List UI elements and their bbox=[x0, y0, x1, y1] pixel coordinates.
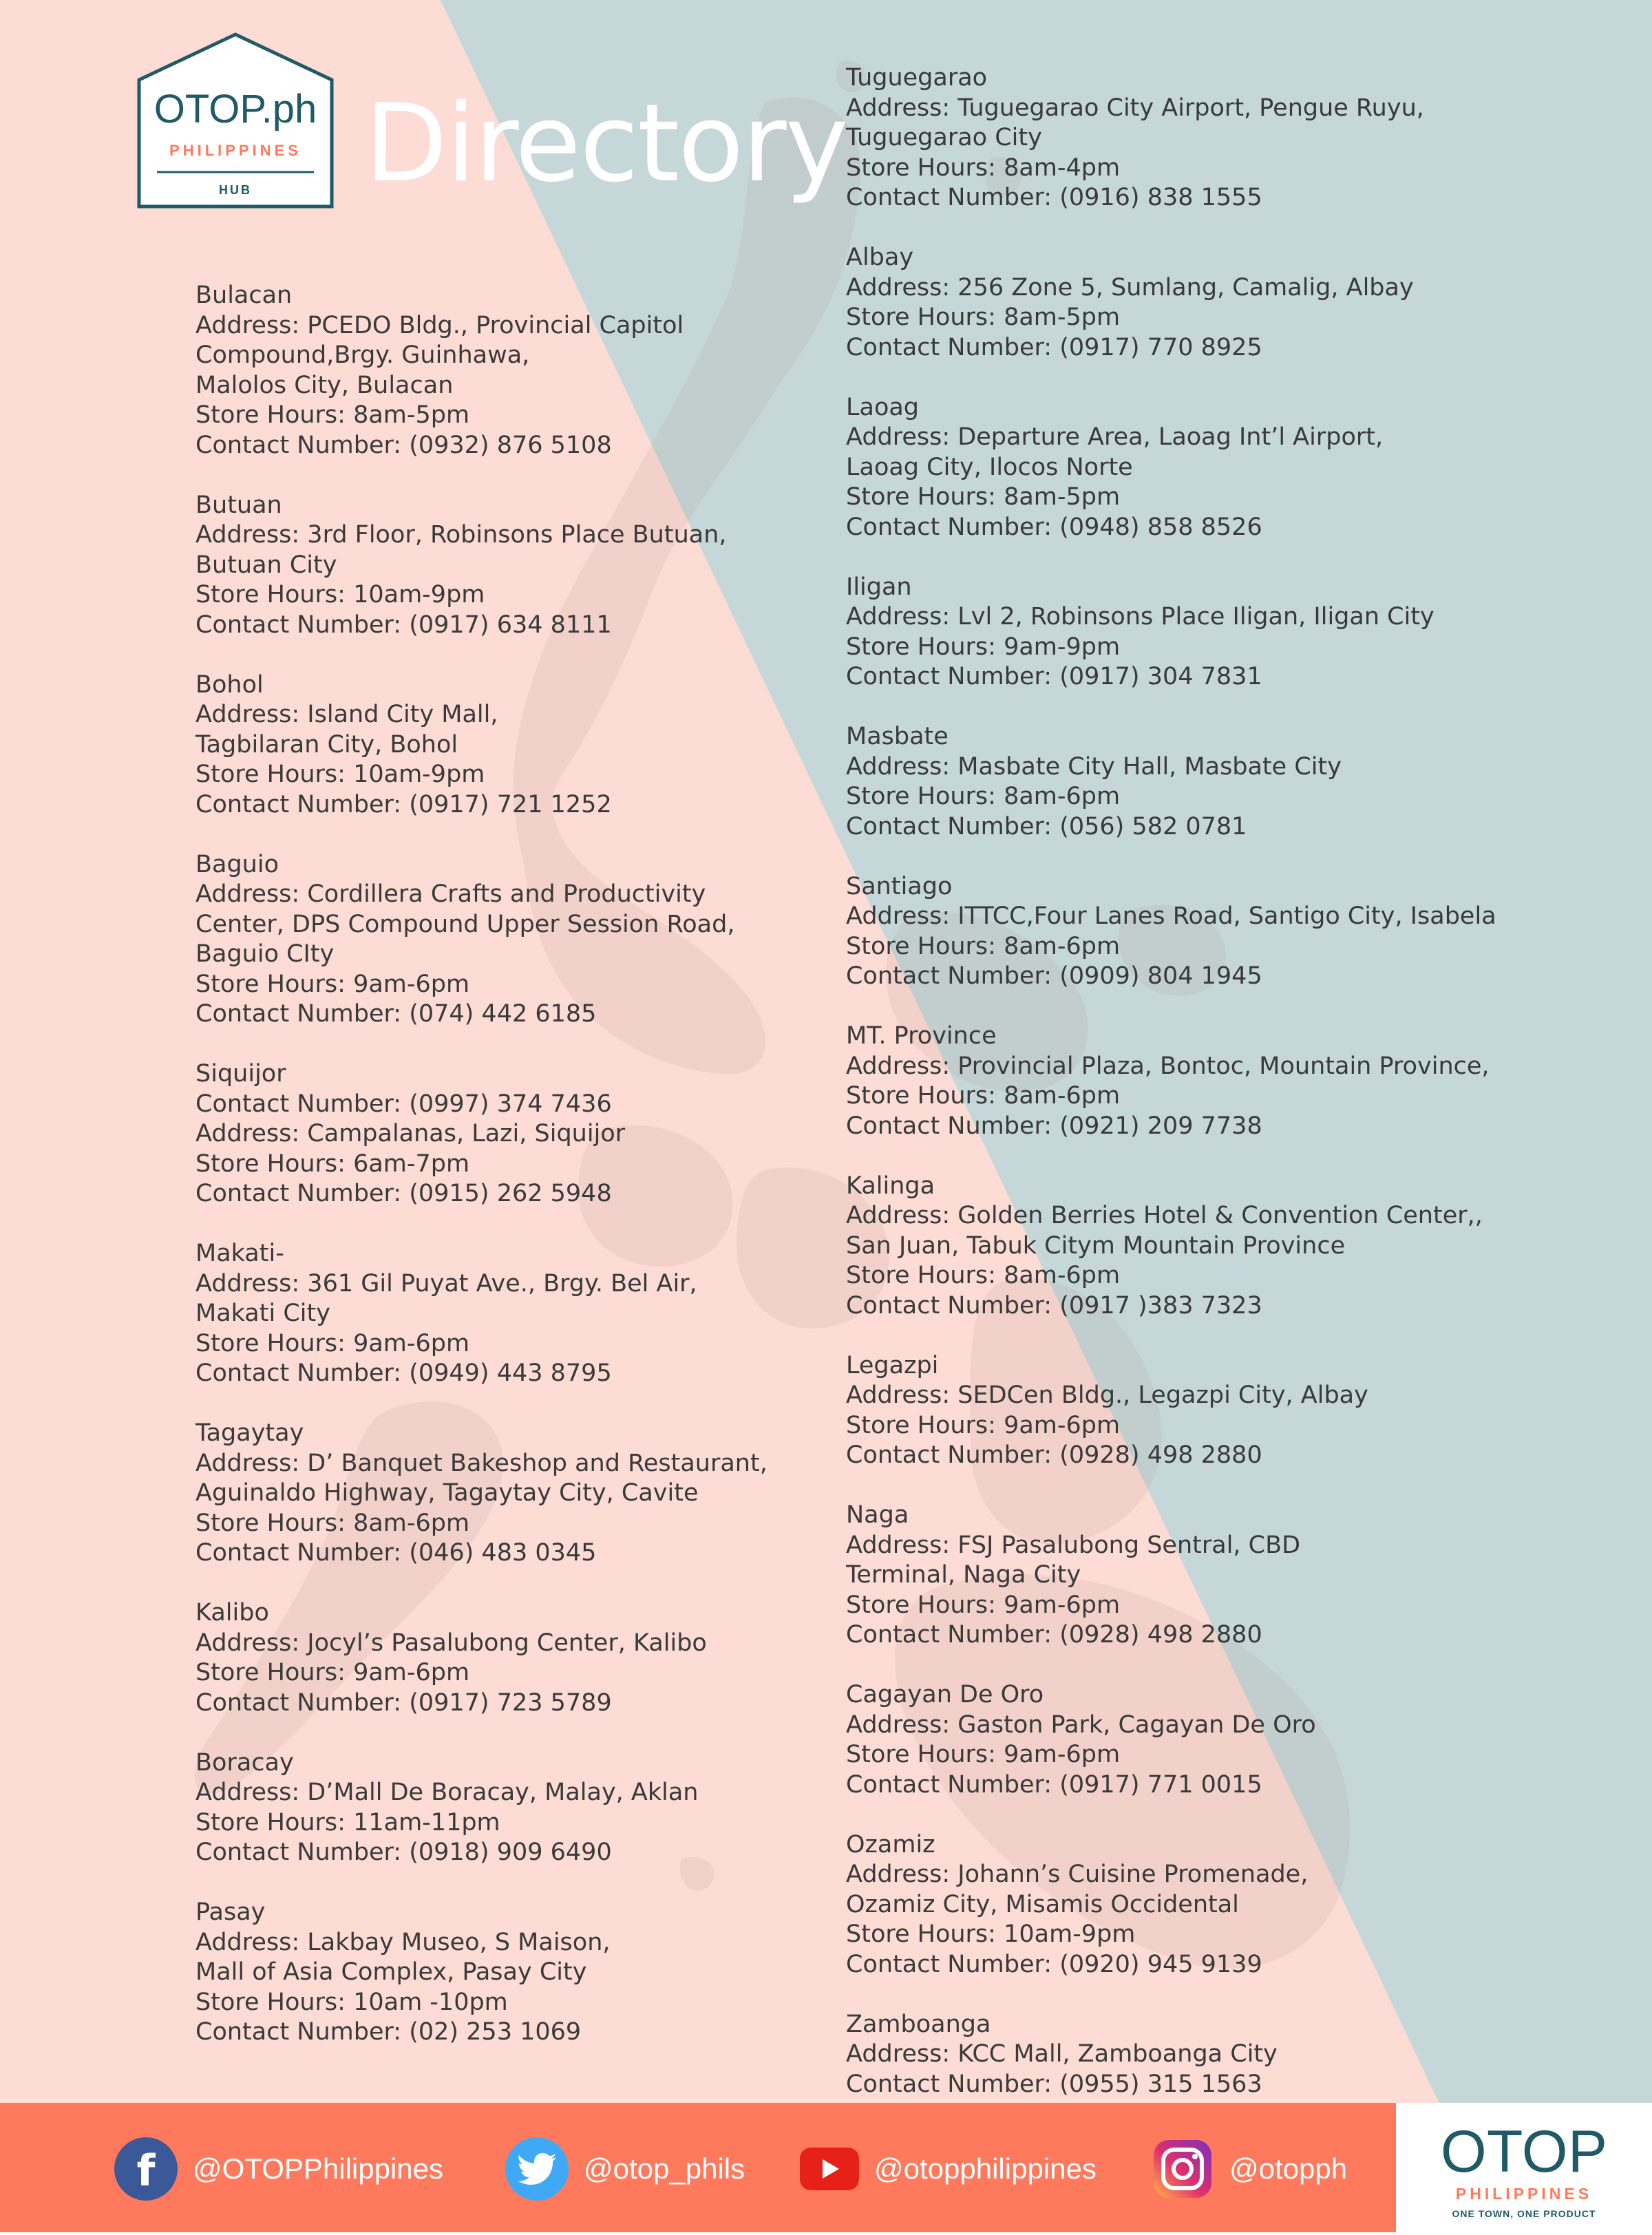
location-name: Bulacan bbox=[195, 282, 293, 309]
directory-entry bbox=[195, 1898, 787, 2048]
directory-entry bbox=[195, 1059, 787, 1209]
directory-entry bbox=[195, 1748, 787, 1868]
entry-detail: Address: Island City Mall, bbox=[195, 701, 498, 728]
youtube-handle: @otopphilippines bbox=[874, 2152, 1097, 2185]
entry-detail: Contact Number: (0916) 838 1555 bbox=[846, 184, 1262, 211]
location-name: Baguio bbox=[195, 850, 279, 878]
entry-detail: Store Hours: 8am-6pm bbox=[846, 1262, 1121, 1289]
entry-detail: Contact Number: (0955) 315 1563 bbox=[846, 2070, 1262, 2098]
instagram-handle: @otopph bbox=[1229, 2152, 1348, 2185]
location-name: Tagaytay bbox=[195, 1419, 304, 1447]
directory-right-column bbox=[846, 63, 1624, 2130]
entry-detail: Contact Number: (0918) 909 6490 bbox=[195, 1839, 612, 1866]
brand-philippines: PHILIPPINES bbox=[1455, 2185, 1593, 2203]
directory-entry bbox=[846, 1680, 1624, 1800]
location-name: Siquijor bbox=[195, 1060, 286, 1088]
instagram-link[interactable] bbox=[1151, 2138, 1347, 2200]
location-name: Legazpi bbox=[846, 1351, 939, 1379]
entry-detail: Store Hours: 9am-9pm bbox=[846, 633, 1121, 661]
directory-entry bbox=[846, 2010, 1624, 2100]
twitter-icon bbox=[505, 2137, 569, 2201]
entry-detail: Address: Lakbay Museo, S Maison, bbox=[195, 1928, 611, 1956]
otop-brand-logo bbox=[1396, 2103, 1652, 2232]
entry-detail: Address: FSJ Pasalubong Sentral, CBD bbox=[846, 1531, 1301, 1559]
location-name: Santiago bbox=[846, 872, 953, 900]
entry-detail: Address: Golden Berries Hotel & Convention Center,, bbox=[846, 1202, 1483, 1229]
entry-detail: Store Hours: 8am-6pm bbox=[846, 932, 1121, 960]
location-name: Kalibo bbox=[195, 1599, 269, 1627]
directory-entry bbox=[195, 850, 787, 1030]
entry-detail: Store Hours: 10am-9pm bbox=[846, 1920, 1136, 1948]
entry-detail: Contact Number: (0917) 770 8925 bbox=[846, 333, 1262, 361]
youtube-icon bbox=[800, 2137, 859, 2201]
location-name: Bohol bbox=[195, 670, 264, 699]
entry-detail: Store Hours: 6am-7pm bbox=[195, 1150, 470, 1178]
entry-detail: Tagbilaran City, Bohol bbox=[195, 730, 458, 759]
entry-detail: Contact Number: (0909) 804 1945 bbox=[846, 962, 1262, 990]
location-name: Boracay bbox=[195, 1748, 294, 1777]
location-name: Zamboanga bbox=[846, 2010, 991, 2038]
brand-wordmark: OTOP bbox=[1440, 2119, 1608, 2185]
entry-detail: Store Hours: 9am-6pm bbox=[195, 1329, 470, 1357]
entry-detail: Address: Jocyl’s Pasalubong Center, Kalibo bbox=[195, 1629, 707, 1657]
entry-detail: Contact Number: (046) 483 0345 bbox=[195, 1539, 597, 1567]
facebook-handle: @OTOPPhilippines bbox=[193, 2152, 444, 2185]
entry-detail: Store Hours: 8am-5pm bbox=[195, 401, 470, 429]
directory-entry bbox=[846, 1351, 1624, 1471]
entry-detail: Contact Number: (0917) 723 5789 bbox=[195, 1688, 612, 1717]
directory-left-column bbox=[195, 281, 787, 2077]
entry-detail: Address: Johann’s Cuisine Promenade, bbox=[846, 1861, 1309, 1888]
entry-detail: Makati City bbox=[195, 1300, 330, 1327]
youtube-link[interactable] bbox=[800, 2138, 1097, 2200]
entry-detail: Address: Gaston Park, Cagayan De Oro bbox=[846, 1710, 1316, 1739]
entry-detail: Contact Number: (0948) 858 8526 bbox=[846, 513, 1262, 541]
directory-entry bbox=[195, 491, 787, 641]
entry-detail: Contact Number: (0917) 721 1252 bbox=[195, 790, 612, 818]
entry-detail: Address: Tuguegarao City Airport, Pengue Ruyu, bbox=[846, 94, 1424, 122]
entry-detail: Baguio CIty bbox=[195, 940, 335, 968]
logo-wordmark: OTOP.ph bbox=[153, 87, 317, 131]
entry-detail: Mall of Asia Complex, Pasay City bbox=[195, 1958, 587, 1986]
entry-detail: Laoag City, Ilocos Norte bbox=[846, 453, 1133, 481]
directory-entry bbox=[846, 1830, 1624, 1980]
logo-hub: HUB bbox=[219, 183, 252, 197]
entry-detail: Store Hours: 8am-6pm bbox=[846, 1082, 1121, 1110]
entry-detail: Store Hours: 10am-9pm bbox=[195, 761, 485, 788]
entry-detail: Store Hours: 10am-9pm bbox=[195, 581, 485, 608]
twitter-handle: @otop_phils bbox=[584, 2152, 745, 2185]
entry-detail: Store Hours: 9am-6pm bbox=[846, 1591, 1121, 1619]
entry-detail: Contact Number: (0917) 304 7831 bbox=[846, 663, 1262, 690]
entry-detail: Address: KCC Mall, Zamboanga City bbox=[846, 2040, 1278, 2068]
entry-detail: Store Hours: 8am-6pm bbox=[846, 783, 1121, 810]
facebook-link[interactable] bbox=[114, 2138, 443, 2200]
entry-detail: Aguinaldo Highway, Tagaytay City, Cavite bbox=[195, 1479, 699, 1507]
entry-detail: Contact Number: (02) 253 1069 bbox=[195, 2018, 582, 2046]
entry-detail: Store Hours: 8am-6pm bbox=[195, 1509, 470, 1537]
entry-detail: Contact Number: (0917) 771 0015 bbox=[846, 1770, 1262, 1799]
entry-detail: Store Hours: 9am-6pm bbox=[846, 1741, 1121, 1768]
entry-detail: Contact Number: (0997) 374 7436 bbox=[195, 1090, 612, 1118]
entry-detail: Contact Number: (0932) 876 5108 bbox=[195, 431, 612, 459]
location-name: Tuguegarao bbox=[846, 64, 988, 92]
location-name: Ozamiz bbox=[846, 1830, 935, 1858]
entry-detail: Contact Number: (0917) 634 8111 bbox=[195, 611, 612, 639]
entry-detail: Contact Number: (0921) 209 7738 bbox=[846, 1112, 1262, 1140]
entry-detail: Contact Number: (074) 442 6185 bbox=[195, 1000, 597, 1028]
directory-entry bbox=[846, 1501, 1624, 1651]
instagram-icon bbox=[1151, 2137, 1214, 2201]
entry-detail: Address: Campalanas, Lazi, Siquijor bbox=[195, 1120, 626, 1147]
entry-detail: Store Hours: 8am-4pm bbox=[846, 153, 1121, 182]
entry-detail: Malolos City, Bulacan bbox=[195, 371, 454, 399]
directory-entry bbox=[846, 573, 1624, 692]
directory-entry bbox=[846, 243, 1624, 363]
location-name: Laoag bbox=[846, 393, 920, 421]
entry-detail: Terminal, Naga City bbox=[846, 1561, 1081, 1589]
entry-detail: Address: 361 Gil Puyat Ave., Brgy. Bel Air, bbox=[195, 1269, 697, 1297]
entry-detail: Compound,Brgy. Guinhawa, bbox=[195, 341, 530, 369]
page-title: Directory bbox=[365, 81, 847, 206]
svg-text:f: f bbox=[136, 2148, 156, 2190]
entry-detail: Address: D’Mall De Boracay, Malay, Aklan bbox=[195, 1779, 699, 1806]
entry-detail: Store Hours: 9am-6pm bbox=[195, 1659, 470, 1686]
location-name: Masbate bbox=[846, 723, 949, 750]
entry-detail: Store Hours: 11am-11pm bbox=[195, 1808, 500, 1836]
otop-ph-hub-logo bbox=[136, 32, 335, 209]
location-name: Makati- bbox=[195, 1240, 284, 1267]
directory-entry bbox=[846, 872, 1624, 992]
entry-detail: Address: 256 Zone 5, Sumlang, Camalig, Albay bbox=[846, 273, 1414, 301]
location-name: Pasay bbox=[195, 1898, 266, 1926]
entry-detail: Contact Number: (0928) 498 2880 bbox=[846, 1441, 1262, 1469]
directory-entry bbox=[846, 63, 1624, 213]
location-name: Cagayan De Oro bbox=[846, 1681, 1044, 1708]
directory-entry bbox=[195, 1598, 787, 1718]
entry-detail: Address: Provincial Plaza, Bontoc, Mountain Province, bbox=[846, 1052, 1490, 1080]
entry-detail: Butuan City bbox=[195, 551, 337, 579]
directory-entry bbox=[195, 670, 787, 820]
location-name: Kalinga bbox=[846, 1172, 935, 1200]
entry-detail: Contact Number: (0915) 262 5948 bbox=[195, 1180, 612, 1207]
entry-detail: Center, DPS Compound Upper Session Road, bbox=[195, 910, 735, 938]
location-name: Naga bbox=[846, 1501, 909, 1529]
entry-detail: Contact Number: (0928) 498 2880 bbox=[846, 1621, 1262, 1649]
entry-detail: Address: ITTCC,Four Lanes Road, Santigo City, Isabela bbox=[846, 902, 1496, 930]
directory-entry bbox=[195, 1239, 787, 1389]
directory-entry bbox=[846, 1021, 1624, 1141]
entry-detail: Contact Number: (0949) 443 8795 bbox=[195, 1359, 612, 1387]
entry-detail: Address: 3rd Floor, Robinsons Place Butuan, bbox=[195, 521, 727, 549]
entry-detail: Store Hours: 8am-5pm bbox=[846, 304, 1121, 331]
entry-detail: Address: SEDCen Bldg., Legazpi City, Albay bbox=[846, 1381, 1368, 1409]
location-name: Albay bbox=[846, 244, 914, 271]
twitter-link[interactable] bbox=[505, 2138, 745, 2200]
facebook-icon bbox=[114, 2137, 178, 2201]
directory-entry bbox=[846, 1172, 1624, 1322]
entry-detail: Store Hours: 10am -10pm bbox=[195, 1988, 508, 2016]
entry-detail: Ozamiz City, Misamis Occidental bbox=[846, 1890, 1239, 1918]
location-name: MT. Province bbox=[846, 1022, 997, 1050]
entry-detail: Address: Masbate City Hall, Masbate City bbox=[846, 752, 1342, 781]
brand-tagline: ONE TOWN, ONE PRODUCT bbox=[1452, 2208, 1596, 2219]
entry-detail: Address: Cordillera Crafts and Productivity bbox=[195, 880, 706, 908]
entry-detail: Address: D’ Banquet Bakeshop and Restaurant, bbox=[195, 1449, 767, 1477]
entry-detail: Address: Departure Area, Laoag Int’l Airport, bbox=[846, 423, 1384, 451]
directory-entry bbox=[195, 281, 787, 460]
entry-detail: Contact Number: (056) 582 0781 bbox=[846, 812, 1247, 840]
directory-entry bbox=[846, 722, 1624, 842]
location-name: Iligan bbox=[846, 573, 912, 601]
entry-detail: Address: PCEDO Bldg., Provincial Capitol bbox=[195, 311, 684, 339]
directory-entry bbox=[846, 393, 1624, 543]
entry-detail: Tuguegarao City bbox=[846, 124, 1042, 151]
entry-detail: Contact Number: (0917 )383 7323 bbox=[846, 1291, 1262, 1320]
entry-detail: Store Hours: 9am-6pm bbox=[195, 970, 470, 998]
entry-detail: San Juan, Tabuk Citym Mountain Province bbox=[846, 1231, 1346, 1260]
entry-detail: Contact Number: (0920) 945 9139 bbox=[846, 1950, 1262, 1978]
entry-detail: Store Hours: 8am-5pm bbox=[846, 483, 1121, 511]
location-name: Butuan bbox=[195, 491, 282, 519]
directory-entry bbox=[195, 1419, 787, 1569]
entry-detail: Store Hours: 9am-6pm bbox=[846, 1411, 1121, 1439]
entry-detail: Address: Lvl 2, Robinsons Place Iligan, Iligan City bbox=[846, 603, 1434, 631]
logo-philippines: PHILIPPINES bbox=[169, 142, 301, 159]
